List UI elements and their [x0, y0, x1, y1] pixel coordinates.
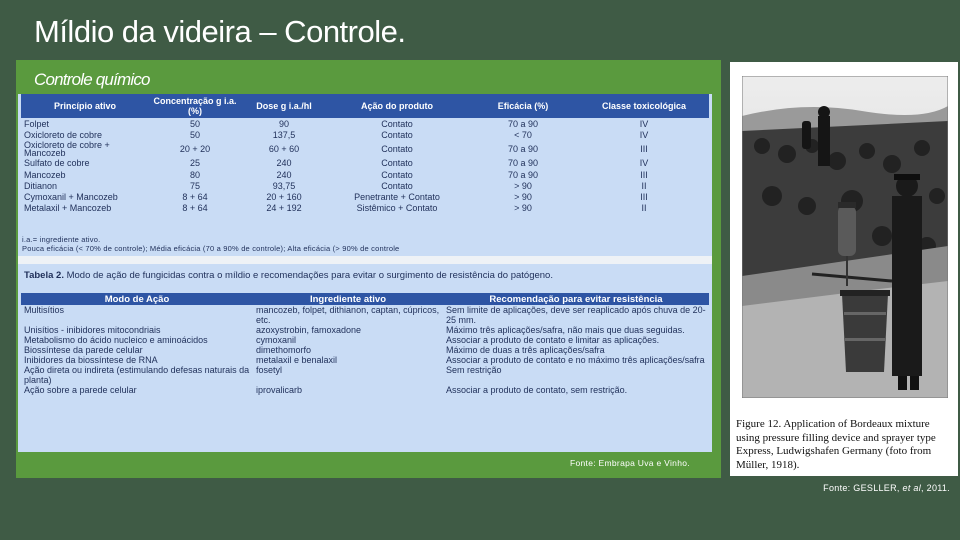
table-cell: IV [639, 118, 649, 129]
table-cell: cymoxanil [256, 335, 297, 345]
table-cell: Associar a produto de contato e no máximo três aplicações/safra [446, 355, 705, 365]
source-embrapa: Fonte: Embrapa Uva e Vinho. [570, 458, 690, 468]
column-header: Princípio ativo [21, 94, 149, 118]
table-row [21, 325, 709, 335]
table-notes [22, 236, 399, 253]
table-cell: < 70 [514, 129, 532, 140]
table-cell: Ação direta ou indireta (estimulando defesas naturais da planta) [24, 365, 250, 385]
column-header: Recomendação para evitar resistência [443, 293, 709, 305]
table-cell: Oxicloreto de cobre [24, 129, 103, 140]
table-row [21, 335, 709, 345]
table-cell: Folpet [24, 118, 50, 129]
table-row [21, 355, 709, 365]
table-row [21, 385, 709, 395]
table-cell: Associar a produto de contato e limitar as aplicações. [446, 335, 660, 345]
table-cell: 24 + 192 [266, 203, 302, 214]
table-row [21, 158, 709, 169]
table-row [21, 191, 709, 202]
table-cell: Metabolismo do ácido nucleico e aminoácidos [24, 335, 208, 345]
column-header: Ação do produto [327, 94, 467, 118]
fungicide-table [18, 94, 712, 256]
table-cell: > 90 [514, 192, 532, 203]
table-cell: 60 + 60 [268, 144, 300, 155]
table-cell: 70 a 90 [507, 144, 539, 155]
table-cell: Contato [381, 129, 413, 140]
table-cell: 25 [189, 158, 200, 169]
table-cell: Contato [381, 144, 413, 155]
table-cell: 70 a 90 [507, 118, 539, 129]
table-header-row [21, 94, 709, 118]
table-cell: 20 + 20 [179, 144, 211, 155]
source-gessler [823, 483, 950, 493]
table-caption [24, 270, 553, 281]
table-cell: mancozeb, folpet, dithianon, captan, cúpricos, etc. [256, 305, 440, 325]
table-header-row [21, 293, 709, 305]
table-row [21, 118, 709, 129]
table-cell: Máximo de duas a três aplicações/safra [446, 345, 605, 355]
table-caption-label: Tabela 2. [24, 270, 64, 281]
table-cell: 50 [189, 129, 200, 140]
table-cell: 8 + 64 [182, 192, 208, 203]
table-cell: IV [639, 158, 649, 169]
table-cell: Unisítios - inibidores mitocondriais [24, 325, 161, 335]
historical-photo-panel [730, 62, 958, 476]
table-cell: Oxicloreto de cobre + Mancozeb [24, 140, 110, 158]
source-gessler-italic: et al [902, 483, 922, 493]
table-row [21, 169, 709, 180]
figure-caption: Figure 12. Application of Bordeaux mixture using pressure filling device and sprayer type Express, Ludwigshafen Germany (foto from Müller, 1918). [736, 418, 936, 471]
table-cell: Mancozeb [24, 169, 66, 180]
separator [18, 256, 712, 264]
sprayer-photo [742, 76, 948, 398]
table-cell: Metalaxil + Mancozeb [24, 203, 112, 214]
column-header: Ingrediente ativo [253, 293, 443, 305]
slide-title: Míldio da videira – Controle. [34, 14, 406, 49]
table-cell: Contato [381, 158, 413, 169]
table-cell: IV [639, 129, 649, 140]
table-row [21, 345, 709, 355]
note-active-ingredient: i.a.= ingrediente ativo. [22, 235, 101, 244]
table-cell: III [640, 169, 648, 180]
table-cell: 75 [189, 180, 200, 191]
table-cell: Contato [381, 118, 413, 129]
table-cell: Multisítios [24, 305, 65, 315]
table-cell: 70 a 90 [507, 158, 539, 169]
table-cell: III [640, 192, 648, 203]
table-cell: 93,75 [272, 180, 296, 191]
table-cell: Máximo três aplicações/safra, não mais que duas seguidas. [446, 325, 685, 335]
table-cell: Biossíntese da parede celular [24, 345, 143, 355]
column-header: Eficácia (%) [467, 94, 579, 118]
table-cell: 70 a 90 [507, 169, 539, 180]
table-cell: Sistêmico + Contato [356, 203, 438, 214]
table-cell: II [641, 203, 647, 214]
table-cell: 50 [189, 118, 200, 129]
table-cell: Inibidores da biossíntese de RNA [24, 355, 158, 365]
table-cell: iprovalicarb [256, 385, 303, 395]
table-row [21, 129, 709, 140]
table-caption-text: Modo de ação de fungicidas contra o míldio e recomendações para evitar o surgimento de resistência do patógeno. [63, 270, 553, 281]
table-cell: Cymoxanil + Mancozeb [24, 192, 118, 203]
table-cell: azoxystrobin, famoxadone [256, 325, 362, 335]
table-cell: 90 [278, 118, 289, 129]
table-row [21, 365, 709, 385]
table-row [21, 305, 709, 325]
table-cell: 8 + 64 [182, 203, 208, 214]
note-efficacy: Pouca eficácia (< 70% de controle); Média eficácia (70 a 90% de controle); Alta eficácia (> 90% de controle [22, 243, 400, 253]
column-header: Dose g i.a./hl [241, 94, 327, 118]
section-subtitle: Controle químico [34, 70, 150, 89]
table-row [21, 203, 709, 214]
table-cell: 80 [189, 169, 200, 180]
source-gessler-prefix: Fonte: GESLLER, [823, 483, 903, 493]
table-cell: 240 [276, 158, 292, 169]
table-cell: > 90 [514, 180, 532, 191]
table-cell: Penetrante + Contato [354, 192, 440, 203]
table-row [21, 141, 709, 158]
column-header: Concentração g i.a. (%) [149, 94, 241, 118]
table-cell: metalaxil e benalaxil [256, 355, 338, 365]
table-cell: Ditianon [24, 180, 58, 191]
column-header: Modo de Ação [21, 293, 253, 305]
column-header: Classe toxicológica [579, 94, 709, 118]
table-cell: II [641, 180, 647, 191]
table-cell: dimethomorfo [256, 345, 312, 355]
table-cell: Contato [381, 180, 413, 191]
mode-of-action-table [18, 264, 712, 452]
table-cell: 137,5 [272, 129, 296, 140]
source-gessler-suffix: , 2011. [921, 483, 950, 493]
table-cell: 20 + 160 [266, 192, 302, 203]
table-cell: Associar a produto de contato, sem restrição. [446, 385, 628, 395]
table-cell: 240 [276, 169, 292, 180]
table-cell: Sulfato de cobre [24, 158, 90, 169]
table-cell: > 90 [514, 203, 532, 214]
table-cell: Sem limite de aplicações, deve ser reaplicado após chuva de 20-25 mm. [446, 305, 706, 325]
table-row [21, 180, 709, 191]
table-cell: Ação sobre a parede celular [24, 385, 137, 395]
table-cell: fosetyl [256, 365, 283, 375]
table-cell: Sem restrição [446, 365, 502, 375]
table-cell: Contato [381, 169, 413, 180]
table-cell: III [640, 144, 648, 155]
